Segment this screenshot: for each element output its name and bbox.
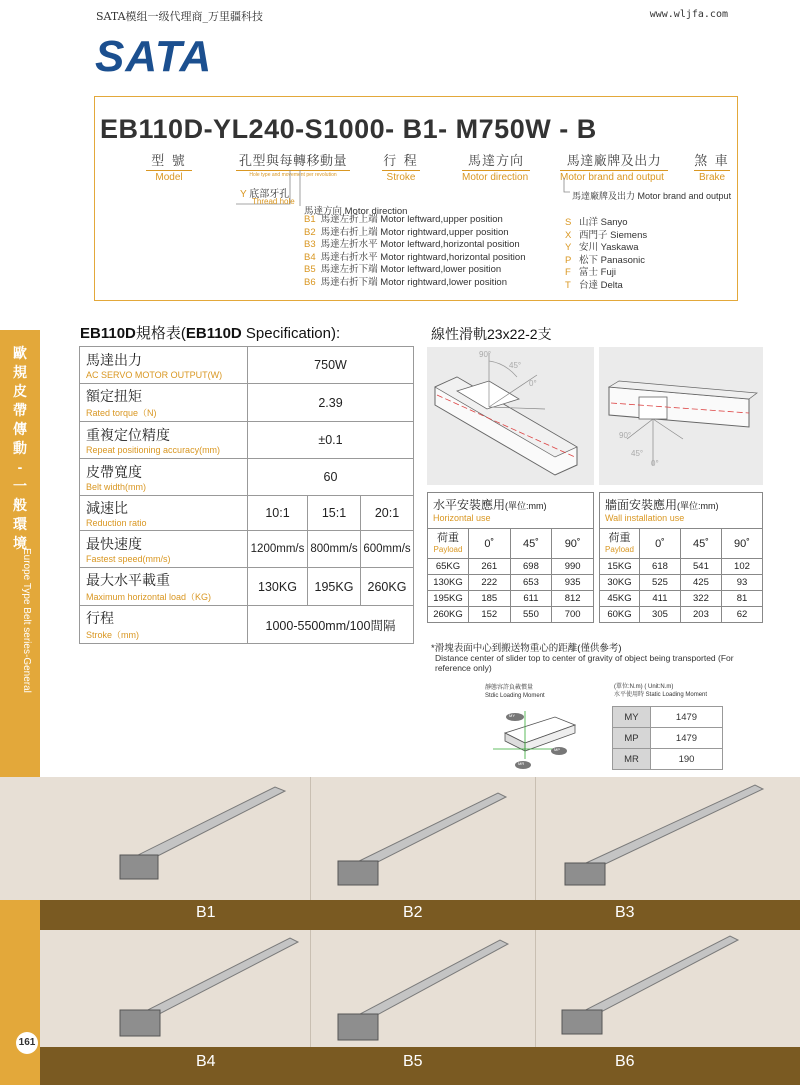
product-photos-top — [0, 777, 800, 900]
product-photos-bottom-drawing — [40, 930, 800, 1047]
spec-row: 最快速度 Fastest speed(mm/s) 1200mm/s 800mm/s 600mm/s — [80, 531, 414, 568]
sidebar-char: 傳 — [13, 421, 27, 437]
table-row: MY 1479 — [613, 707, 723, 728]
label-motor-brand: 馬達廠牌及出力 Motor brand and output — [560, 150, 668, 183]
spec-table — [79, 346, 414, 644]
brand-item: S 山洋 Sanyo — [565, 217, 628, 228]
spec-row: 皮帶寬度 Belt width(mm) 60 — [80, 459, 414, 496]
label-b6: B6 — [615, 1053, 635, 1070]
model-code: EB110D-YL240-S1000- B1- M750W - B — [100, 114, 597, 144]
direction-title: 馬達方向 Motor direction — [304, 206, 408, 217]
direction-item: B2 馬達右折上端 Motor rightward,upper position — [304, 226, 509, 238]
thread-hole-cn: Y 底部牙孔 — [240, 189, 290, 200]
table-row: 130KG 222 653 935 — [428, 575, 594, 591]
moment-diagram — [485, 703, 585, 775]
direction-item: B1 馬達左折上端 Motor leftward,upper position — [304, 214, 503, 225]
spec-row: 行程 Stroke（mm) 1000-5500mm/100間隔 — [80, 606, 414, 644]
brand-item: T 台達 Delta — [565, 279, 623, 291]
label-motor-direction: 馬達方向 Motor direction — [462, 153, 529, 183]
label-stroke: 行 程 Stroke — [383, 153, 419, 183]
angle-label: 90° — [479, 350, 492, 359]
sidebar-char: 帶 — [13, 402, 27, 418]
wall-install-image — [599, 347, 763, 485]
table-row: 30KG 525 425 93 — [600, 575, 763, 591]
photo-separator — [535, 777, 536, 900]
table-row: 195KG 185 611 812 — [428, 591, 594, 607]
sidebar-char: 皮 — [13, 383, 27, 399]
spec-row: 額定扭矩 Rated torque（N) 2.39 — [80, 384, 414, 422]
moment-label: MY — [509, 713, 515, 718]
sata-logo: SATA — [95, 32, 213, 81]
direction-list — [304, 214, 526, 290]
brand-list — [565, 217, 647, 293]
spec-row: 最大水平載重 Maximum horizontal load（KG) 130KG 195KG 260KG — [80, 568, 414, 606]
brand-item: X 西門子 Siemens — [565, 229, 648, 241]
direction-item: B5 馬達左折下端 Motor leftward,lower position — [304, 264, 502, 276]
label-brake: 煞 車 Brake — [694, 153, 730, 183]
label-b3: B3 — [615, 904, 635, 921]
moment-diagram-drawing — [485, 703, 585, 775]
angle-label: 45° — [631, 449, 644, 458]
sidebar-char: 動 — [13, 440, 27, 456]
moment-label: MR — [518, 761, 525, 766]
brand-item: P 松下 Panasonic — [565, 254, 646, 266]
wall-install-drawing — [599, 347, 763, 485]
angle-label: 45° — [509, 361, 522, 370]
page-number: 161 — [16, 1032, 38, 1054]
table-row: 65KG 261 698 990 — [428, 559, 594, 575]
angle-label: 0° — [651, 459, 659, 468]
sidebar-char: 規 — [13, 364, 27, 380]
wall-table — [599, 528, 763, 623]
direction-item: B3 馬達左折水平 Motor leftward,horizontal position — [304, 239, 520, 251]
spec-title: EB110D規格表(EB110D Specification): — [80, 325, 341, 342]
label-b4: B4 — [196, 1053, 216, 1070]
table-row: 15KG 618 541 102 — [600, 559, 763, 575]
header-left-text: SATA模组一级代理商_万里疆科技 — [96, 10, 264, 23]
sidebar-char: 環 — [13, 516, 27, 532]
reference-note-en: Distance center of slider top to center of gravity of object being transported (For reference only) — [435, 653, 734, 673]
labels-band-bottom — [40, 1047, 800, 1085]
sidebar-char: 境 — [13, 535, 27, 551]
sidebar-chinese-title — [0, 344, 40, 553]
label-b2: B2 — [403, 904, 423, 921]
wall-header: 牆面安裝應用(單位:mm) Wall installation use — [599, 492, 763, 528]
header-website: www.wljfa.com — [649, 9, 728, 20]
product-photos-top-drawing — [0, 777, 800, 900]
static-caption: 靜態容許負載慣量 Stdic Loading Moment — [485, 685, 545, 699]
table-row: 60KG 305 203 62 — [600, 607, 763, 623]
spec-row: 減速比 Reduction ratio 10:1 15:1 20:1 — [80, 496, 414, 531]
thread-hole-en: Thread hole — [252, 197, 295, 206]
sidebar-char: 歐 — [13, 345, 27, 361]
photo-separator — [535, 930, 536, 1047]
rail-title: 線性滑軌23x22-2支 — [431, 326, 552, 342]
moment-unit-caption: (單位:N.m) ( Unit:N.m) 水平使用時 Static Loading Moment — [614, 684, 708, 698]
photo-separator — [310, 777, 311, 900]
brand-item: Y 安川 Yaskawa — [565, 242, 639, 254]
sidebar-char: 一 — [13, 478, 27, 494]
label-b1: B1 — [196, 904, 216, 921]
brand-item: F 富士 Fuji — [565, 267, 616, 279]
spec-row: 重複定位精度 Repeat positioning accuracy(mm) ±0.1 — [80, 422, 414, 459]
direction-item: B4 馬達右折水平 Motor rightward,horizontal position — [304, 251, 526, 263]
horizontal-install-image — [427, 347, 594, 485]
label-b5: B5 — [403, 1053, 423, 1070]
direction-item: B6 馬達右折下端 Motor rightward,lower position — [304, 276, 507, 288]
spec-row: 馬達出力 AC SERVO MOTOR OUTPUT(W) 750W — [80, 347, 414, 384]
table-row: 荷重 Payload 0˚ 45˚ 90˚ — [600, 529, 763, 559]
sidebar-english-title: Europe Type Belt series-General — [21, 548, 32, 693]
reference-note-cn: *滑塊表面中心到搬送物重心的距離(僅供參考) — [431, 643, 622, 654]
table-row: 荷重 Payload 0˚ 45˚ 90˚ — [428, 529, 594, 559]
label-model: 型 號 Model — [146, 150, 192, 183]
moment-label: MP — [554, 747, 560, 752]
horizontal-table — [427, 528, 594, 623]
horizontal-header: 水平安裝應用(單位:mm) Horizontal use — [427, 492, 594, 528]
motor-brand-note: 馬達廠牌及出力 Motor brand and output — [572, 191, 732, 201]
table-row: 45KG 411 322 81 — [600, 591, 763, 607]
table-row: 260KG 152 550 700 — [428, 607, 594, 623]
product-photos-bottom — [40, 930, 800, 1047]
labels-band-top — [40, 900, 800, 930]
table-row: MP 1479 — [613, 728, 723, 749]
table-row: MR 190 — [613, 749, 723, 770]
label-hole-type: 孔型與每轉移動量 Hole type and movement per revolution — [236, 150, 350, 183]
angle-label: 0° — [529, 379, 537, 388]
sidebar-char: - — [17, 459, 23, 475]
moment-table — [612, 706, 723, 770]
photo-separator — [310, 930, 311, 1047]
angle-label: 90° — [619, 431, 632, 440]
sidebar-char: 般 — [13, 497, 27, 513]
